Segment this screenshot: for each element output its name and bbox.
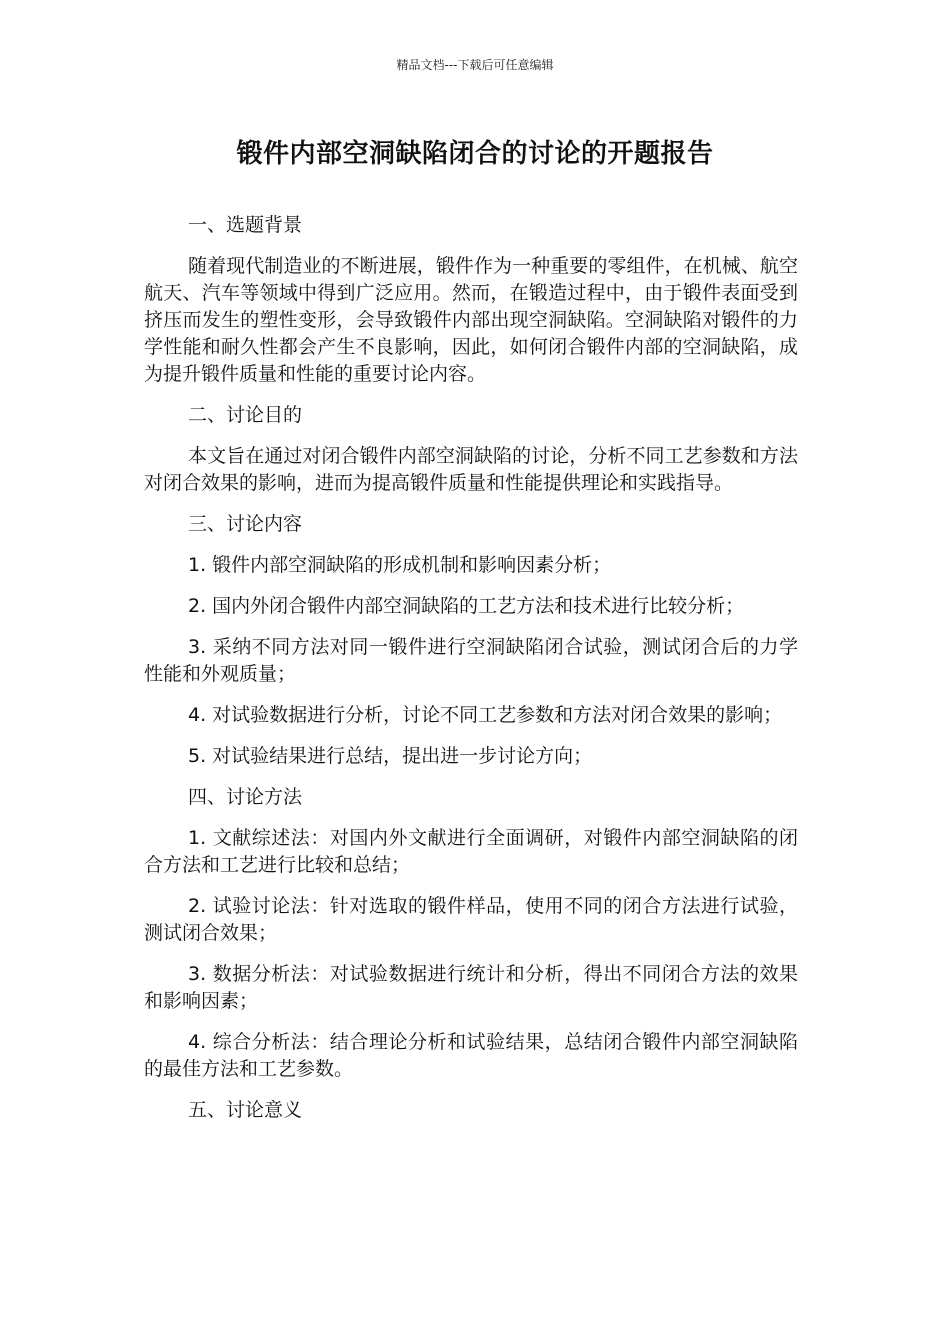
section-heading-background: 一、选题背景	[188, 214, 303, 236]
method-item-3: 3. 数据分析法：对试验数据进行统计和分析，得出不同闭合方法的效果和影响因素；	[144, 963, 798, 1012]
method-item-1: 1. 文献综述法：对国内外文献进行全面调研，对锻件内部空洞缺陷的闭合方法和工艺进行比较和总结；	[144, 827, 798, 876]
section-heading-significance: 五、讨论意义	[188, 1099, 303, 1121]
content-item-5: 5. 对试验结果进行总结，提出进一步讨论方向；	[188, 745, 593, 767]
method-item-4: 4. 综合分析法：结合理论分析和试验结果，总结闭合锻件内部空洞缺陷的最佳方法和工艺参数。	[144, 1031, 798, 1080]
section-heading-methods: 四、讨论方法	[188, 786, 303, 808]
background-paragraph: 随着现代制造业的不断进展，锻件作为一种重要的零组件，在机械、航空航天、汽车等领域中得到广泛应用。然而，在锻造过程中，由于锻件表面受到挤压而发生的塑性变形，会导致锻件内部出现空洞缺陷。空洞缺陷对锻件的力学性能和耐久性都会产生不良影响，因此，如何闭合锻件内部的空洞缺陷，成为提升锻件质量和性能的重要讨论内容。	[144, 255, 798, 385]
section-heading-content: 三、讨论内容	[188, 513, 303, 535]
purpose-paragraph: 本文旨在通过对闭合锻件内部空洞缺陷的讨论，分析不同工艺参数和方法对闭合效果的影响，进而为提高锻件质量和性能提供理论和实践指导。	[144, 445, 798, 494]
section-heading-purpose: 二、讨论目的	[188, 404, 303, 426]
method-item-2: 2. 试验讨论法：针对选取的锻件样品，使用不同的闭合方法进行试验，测试闭合效果；	[144, 895, 798, 944]
content-item-3: 3. 采纳不同方法对同一锻件进行空洞缺陷闭合试验，测试闭合后的力学性能和外观质量；	[144, 636, 798, 685]
content-item-4: 4. 对试验数据进行分析，讨论不同工艺参数和方法对闭合效果的影响；	[188, 704, 783, 726]
document-body	[144, 212, 798, 1138]
content-item-1: 1. 锻件内部空洞缺陷的形成机制和影响因素分析；	[188, 554, 612, 576]
document-title: 锻件内部空洞缺陷闭合的讨论的开题报告	[236, 139, 714, 169]
content-item-2: 2. 国内外闭合锻件内部空洞缺陷的工艺方法和技术进行比较分析；	[188, 595, 745, 617]
header-note: 精品文档---下载后可任意编辑	[396, 58, 554, 72]
